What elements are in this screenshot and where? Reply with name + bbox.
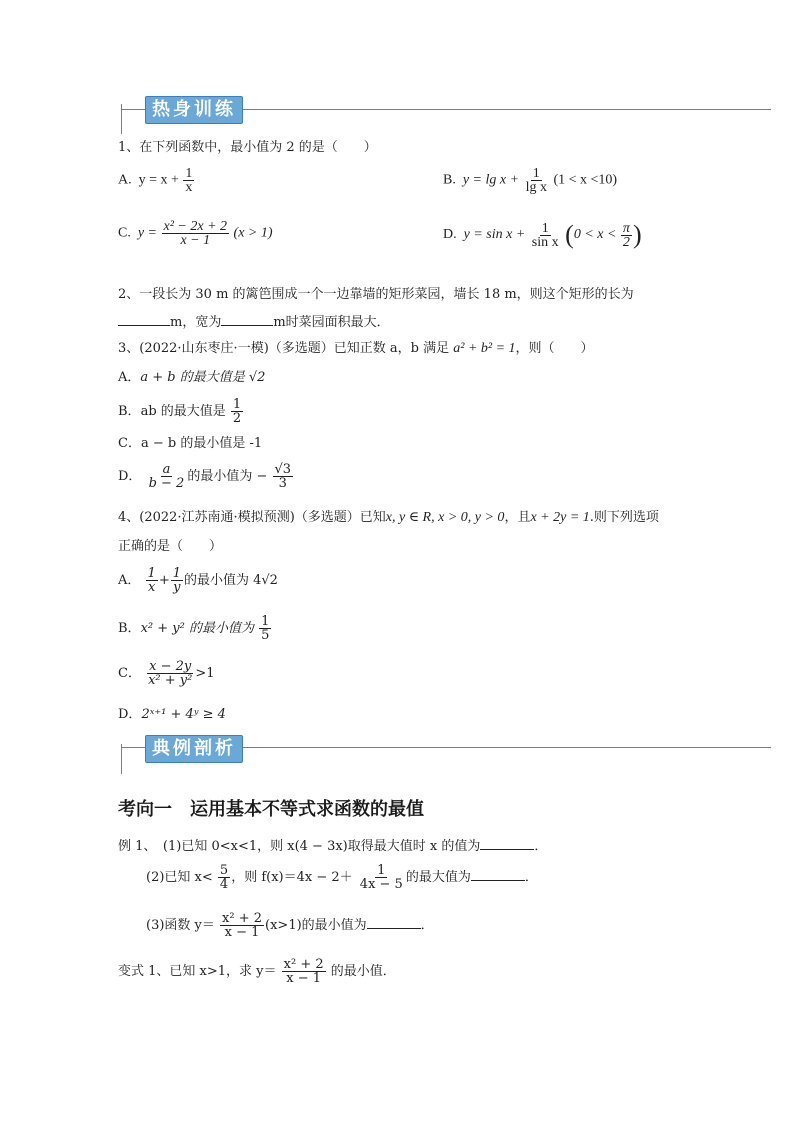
- option-label: C.: [118, 225, 131, 241]
- fraction: $\frac{\text{x² + 2}}{x - 1}$: [222, 911, 263, 940]
- q3-option-d: D． $\frac{a}{b - 2}$ 的最小值为 − $\frac{√3}{3}$: [118, 462, 292, 491]
- option-label: B.: [443, 172, 456, 188]
- math-expr: y =: [137, 225, 158, 241]
- question-1-stem: 1、在下列函数中，最小值为 2 的是（ ）: [118, 140, 377, 155]
- variant-1: 变式 1、已知 x>1，求 y＝ $\frac{\text{x² + 2}}{x - 1}$ 的最小值．: [118, 957, 396, 986]
- answer-blank[interactable]: [480, 837, 534, 850]
- q4-option-a: A． $\frac{1}{x}$ + $\frac{1}{y}$ 的最小值为 4√2: [118, 566, 278, 595]
- fraction: $\frac{\text{x² + 2}}{x - 1}$: [283, 957, 324, 986]
- fraction: $\frac{1}{y}$: [172, 566, 181, 595]
- math-expr: y = sin x +: [463, 227, 526, 243]
- fraction: $\frac{1}{5}$: [261, 614, 270, 643]
- answer-blank[interactable]: [367, 916, 421, 929]
- q3-option-a: A．a + b 的最大值是 √2: [118, 370, 266, 385]
- section-left-bar: [121, 744, 122, 774]
- math-expr: y = lg x +: [462, 172, 520, 188]
- fraction: $\frac{1}{2}$: [232, 397, 242, 426]
- answer-blank[interactable]: [118, 313, 170, 326]
- q4-option-c: C． $\frac{x - 2y}{\text{x² + y²}}$ >1: [118, 659, 215, 688]
- math-condition: (1 < x <10): [553, 172, 618, 188]
- section-title-warmup: 热身训练: [145, 96, 243, 124]
- q1-option-d: D. y = sin x + $\frac{1}{\text{sin x}}$ (0 < x < $\frac{\pi}{2}$ ): [443, 220, 642, 250]
- answer-blank[interactable]: [221, 313, 273, 326]
- math-expr: y = x +: [138, 172, 179, 188]
- fraction: $\frac{x - 2y}{\text{x² + y²}}$: [148, 659, 193, 688]
- q3-option-c: C．a − b 的最小值是 -1: [118, 436, 263, 451]
- question-3-stem: 3、(2022·山东枣庄·一模)（多选题）已知正数 a，b 满足 a² + b² = 1，则（ ）: [118, 341, 594, 356]
- fraction: $\frac{1}{\text{lg x}}$: [525, 166, 547, 195]
- option-label: A.: [118, 172, 132, 188]
- fraction: $\frac{1}{4x - 5}$: [359, 863, 403, 892]
- fraction: $\frac{1}{x}$: [185, 166, 193, 195]
- q1-option-b: [443, 167, 617, 194]
- fraction: $\frac{a}{b - 2}$: [148, 462, 185, 491]
- example-1-part-2: (2)已知 x< $\frac{5}{4}$ ，则 f(x)＝4x − 2＋ $\frac{1}{4x - 5}$ 的最大值为 ．: [146, 863, 538, 892]
- section-title-examples: 典例剖析: [145, 735, 243, 763]
- question-4-stem: 4、(2022·江苏南通·模拟预测)（多选题）已知x, y ∈ R, x > 0, y > 0，且x + 2y = 1.则下列选项: [118, 510, 659, 525]
- question-2-stem: 2、一段长为 30 m 的篱笆围成一个一边靠墙的矩形菜园，墙长 18 m，则这个矩形的长为: [118, 287, 634, 302]
- question-2-line2: m，宽为 m时菜园面积最大．: [118, 313, 390, 331]
- q1-option-c: [118, 220, 273, 247]
- math-condition: (x > 1): [233, 225, 273, 241]
- fraction: $\frac{\pi}{2}$: [622, 220, 630, 250]
- example-1-part-3: (3)函数 y＝ $\frac{\text{x² + 2}}{x - 1}$ (x>1)的最小值为 ．: [146, 911, 434, 940]
- option-label: D.: [443, 227, 457, 243]
- fraction: $\frac{\text{x² − 2x + 2}}{x - 1}$: [163, 219, 228, 248]
- topic-heading: 考向一 运用基本不等式求函数的最值: [118, 799, 424, 820]
- answer-blank[interactable]: [471, 868, 525, 881]
- q1-option-a: [118, 167, 195, 194]
- fraction: $\frac{√3}{3}$: [274, 462, 292, 491]
- example-1-part-1: 例 1、 (1)已知 0<x<1，则 x(4 − 3x)取得最大值时 x 的值为 ．: [118, 839, 548, 854]
- fraction: $\frac{5}{4}$: [219, 863, 229, 892]
- fraction: $\frac{1}{\text{sin x}}$: [531, 220, 559, 250]
- fraction: $\frac{1}{x}$: [147, 566, 156, 595]
- math-condition: 0 < x <: [573, 227, 617, 243]
- q4-option-d: D．2ˣ⁺¹ + 4ʸ ≥ 4: [118, 707, 226, 722]
- q4-option-b: B．x² + y² 的最小值为 $\frac{1}{5}$: [118, 614, 270, 643]
- q3-option-b: B．ab 的最大值是 $\frac{1}{2}$: [118, 397, 242, 426]
- question-4-stem-line2: 正确的是（ ）: [118, 539, 223, 554]
